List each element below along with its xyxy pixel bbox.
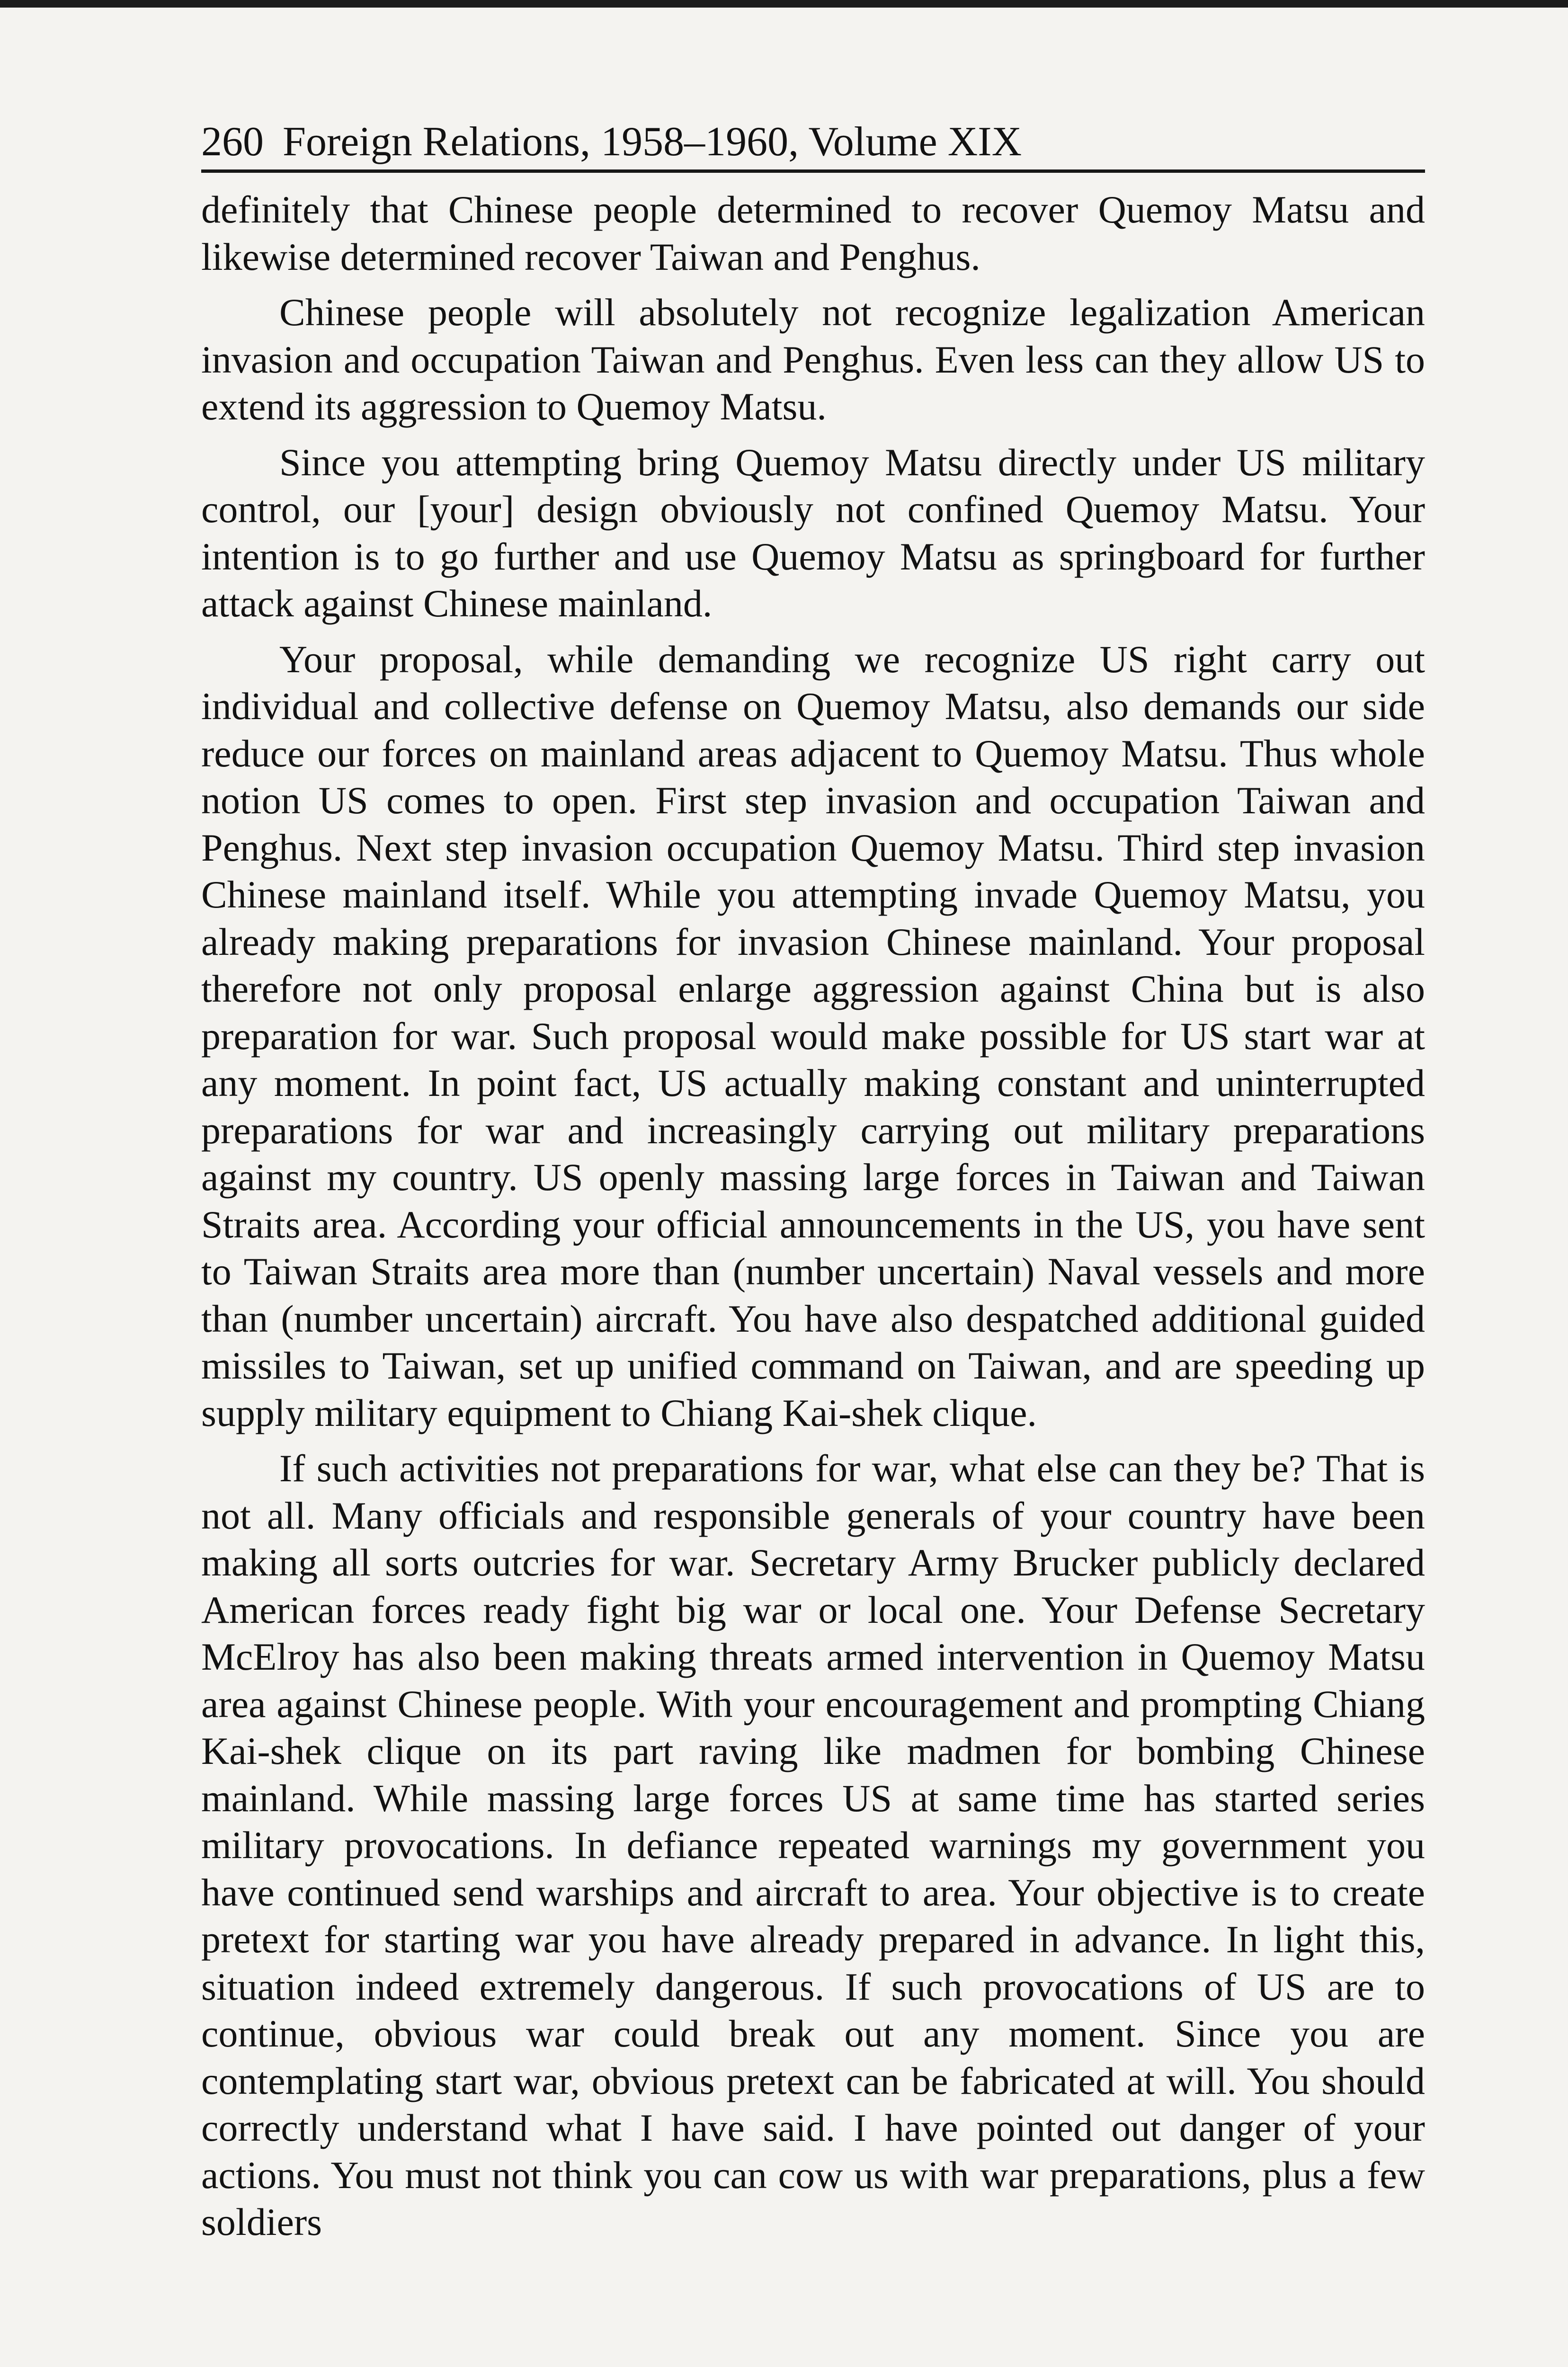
running-header — [201, 118, 1425, 173]
document-page — [201, 118, 1425, 2254]
paragraph: Since you attempting bring Quemoy Matsu directly under US military control, our [your] design obviously not confined Quemoy Matsu. Your intention is to go further and use Quemoy Matsu as springboard for further attack against Chinese mainland. — [201, 440, 1425, 625]
body-text — [201, 186, 1425, 2246]
volume-title: Foreign Relations, 1958–1960, Volume XIX — [283, 119, 1022, 165]
paragraph: Chinese people will absolutely not recognize legalization American invasion and occupation Taiwan and Penghus. Even less can they allow US to extend its aggression to Quemoy Matsu. — [201, 291, 1425, 428]
scan-border — [0, 0, 1568, 8]
paragraph: If such activities not preparations for war, what else can they be? That is not all. Many officials and responsible generals of your country have been making all sorts outcries for war. Secretary Army Brucker publicly declared American forces ready fight big war or local one. Your Defense Secretary McElroy has also been making threats armed intervention in Quemoy Matsu area against Chinese people. With your encouragement and prompting Chiang Kai-shek clique on its part raving like madmen for bombing Chinese mainland. While massing large forces US at same time has started series military provocations. In defiance repeated warnings my government you have continued send warships and aircraft to area. Your objective is to create pretext for starting war you have already prepared in advance. In light this, situation indeed extremely dangerous. If such provocations of US are to continue, obvious war could break out any moment. Since you are contemplating start war, obvious pretext can be fabricated at will. You should correctly understand what I have said. I have pointed out danger of your actions. You must not think you can cow us with war preparations, plus a few soldiers — [201, 1447, 1425, 2243]
page-number: 260 — [201, 119, 264, 165]
paragraph: Your proposal, while demanding we recognize US right carry out individual and collective defense on Quemoy Matsu, also demands our side reduce our forces on mainland areas adjacent to Quemoy Matsu. Thus whole notion US comes to open. First step invasion and occupation Taiwan and Penghus. Next step invasion occupation Quemoy Matsu. Third step invasion Chinese mainland itself. While you attempting invade Quemoy Matsu, you already making preparations for invasion Chinese mainland. Your proposal therefore not only proposal enlarge aggression against China but is also preparation for war. Such proposal would make possible for US start war at any moment. In point fact, US actually making constant and uninterrupted preparations for war and increasingly carrying out military preparations against my country. US openly massing large forces in Taiwan and Taiwan Straits area. According your official announcements in the US, you have sent to Taiwan Straits area more than (number uncertain) Naval vessels and more than (number uncertain) aircraft. You have also despatched additional guided missiles to Taiwan, set up unified command on Taiwan, and are speeding up supply military equipment to Chiang Kai-shek clique. — [201, 637, 1425, 1434]
paragraph-continued: definitely that Chinese people determined to recover Quemoy Matsu and likewise determined recover Taiwan and Penghus. — [201, 188, 1425, 278]
